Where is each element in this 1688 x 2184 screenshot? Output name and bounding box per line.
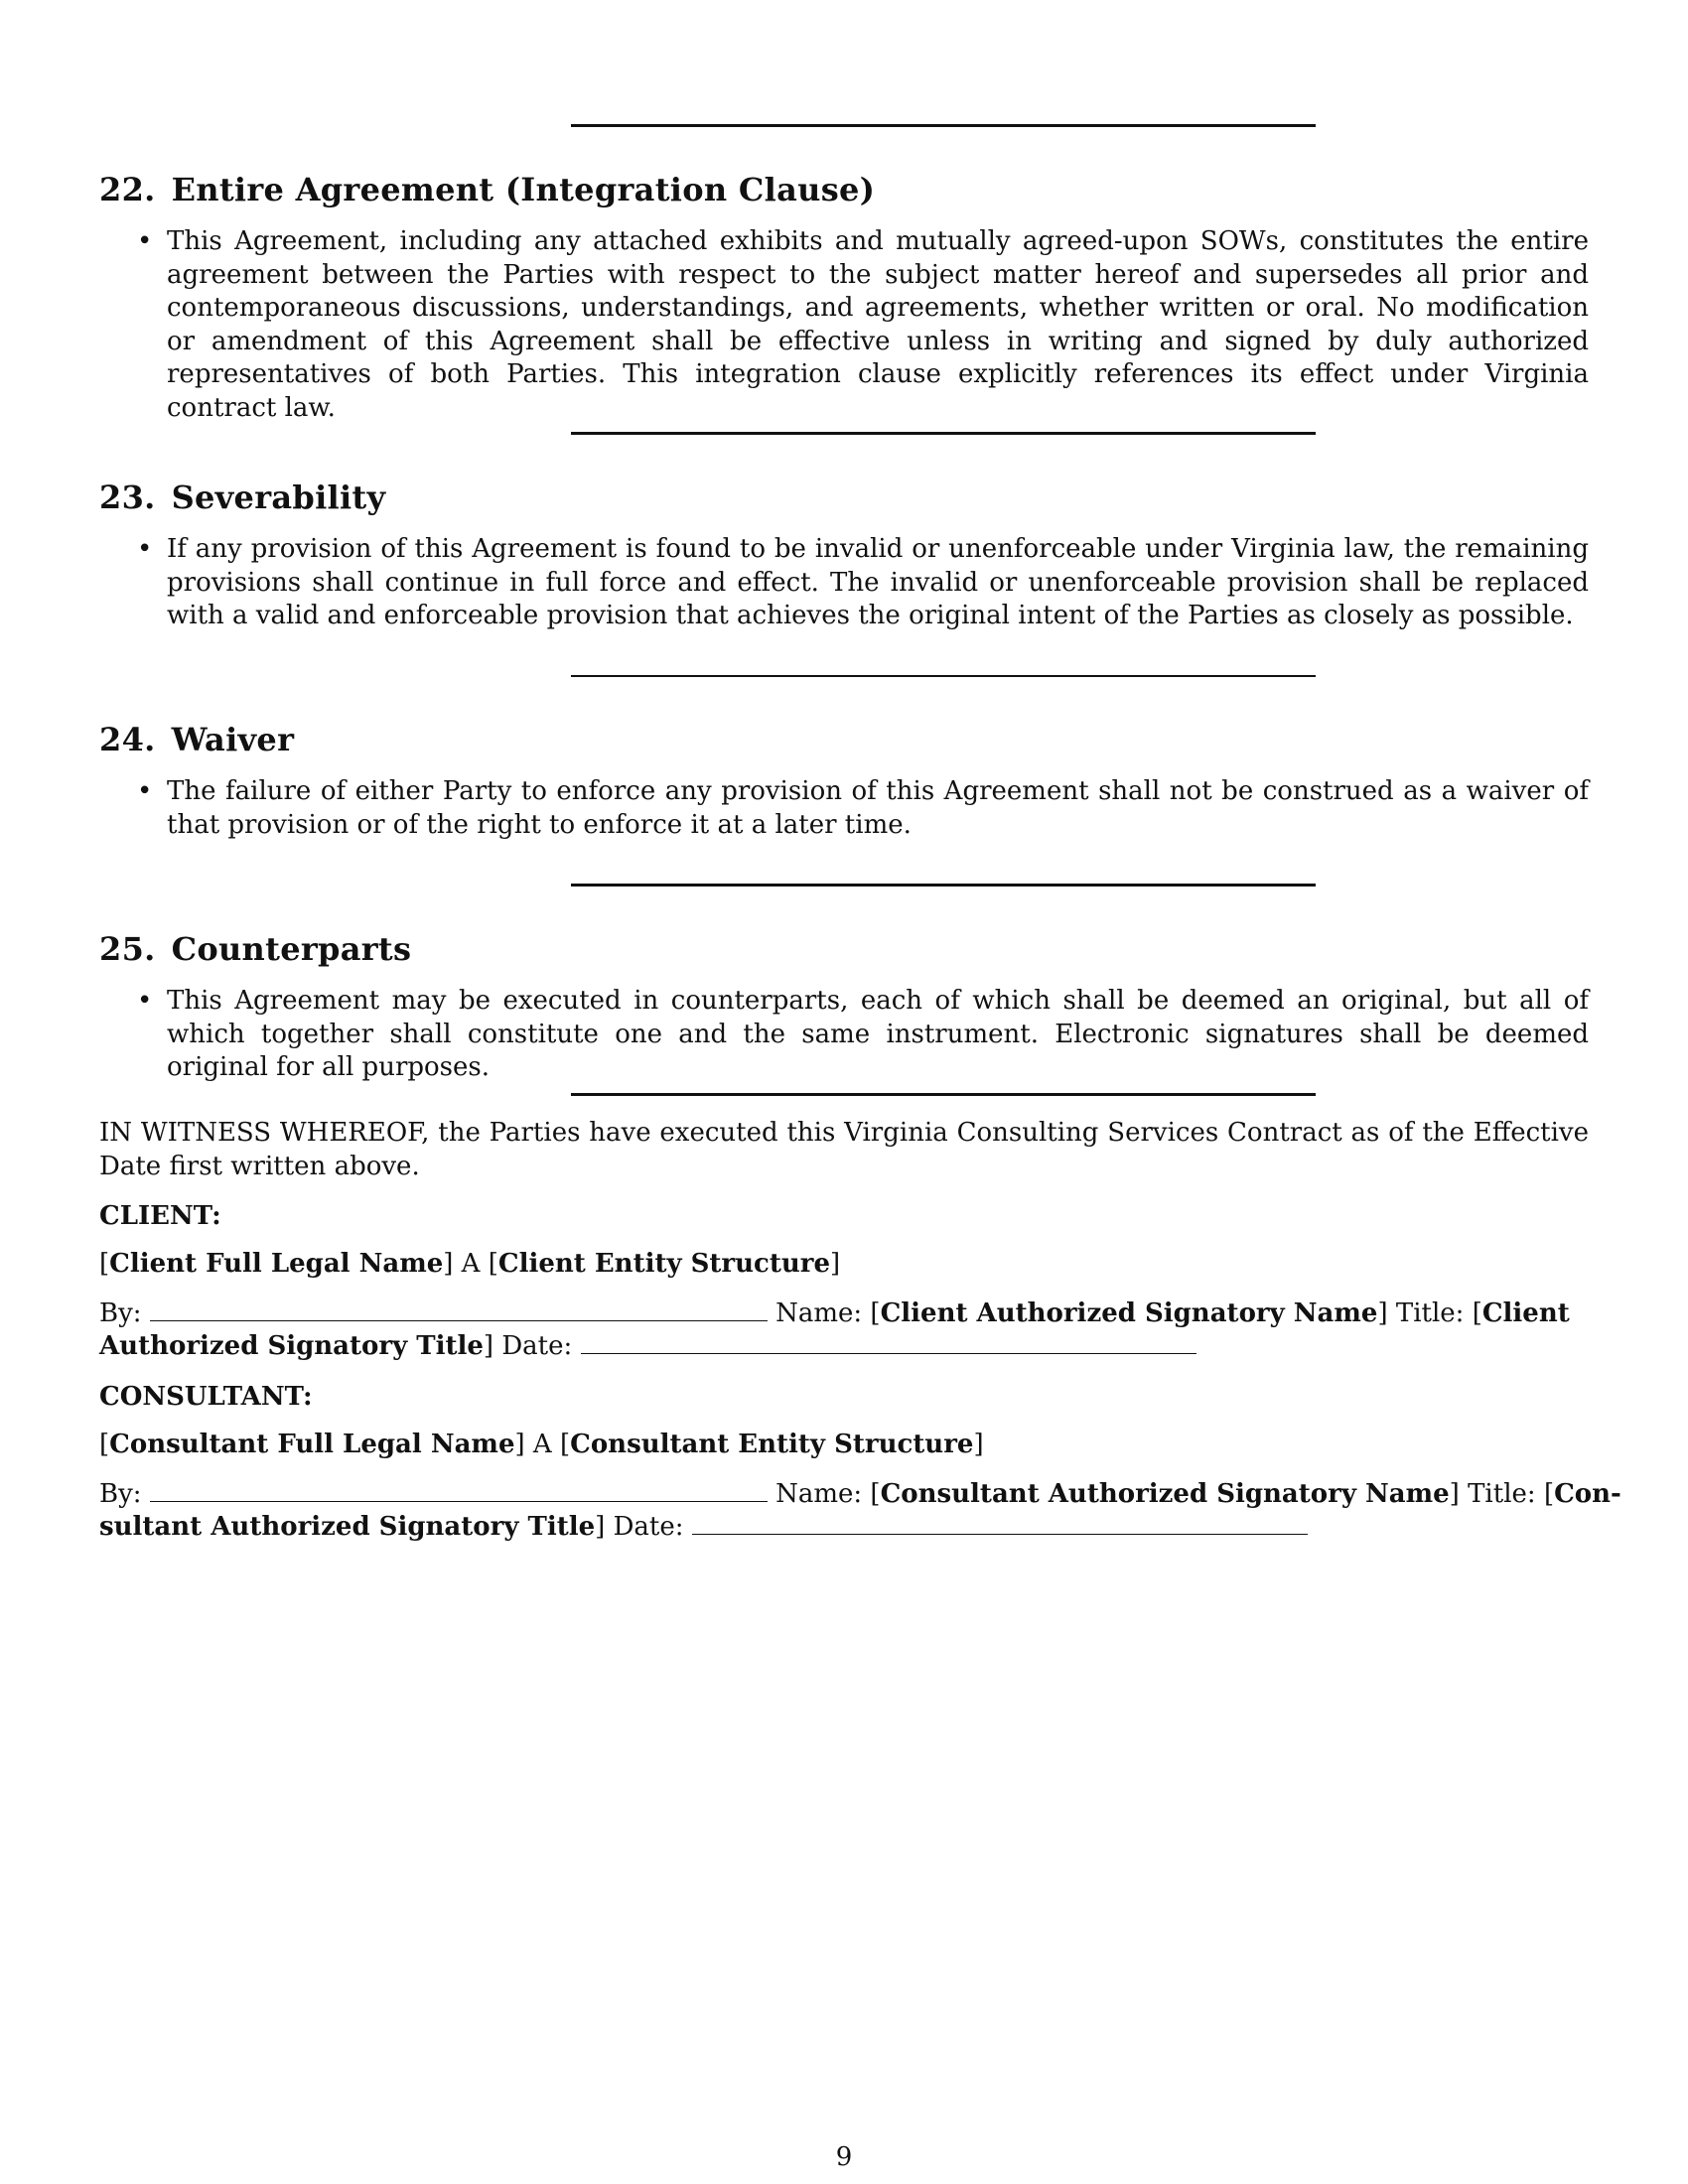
section-title-text: Counterparts [171,930,412,968]
section-title-text: Severability [171,478,386,516]
consultant-title-label: Title: [1468,1479,1536,1509]
witness-paragraph: IN WITNESS WHEREOF, the Parties have executed this Virginia Consulting Services Contract as of the Effective Date first written above. [99,1118,1589,1181]
consultant-entity-placeholder: Consultant Entity Structure [570,1430,974,1459]
bullet-marker: • [137,534,153,564]
client-name-label: Name: [775,1298,863,1328]
consultant-signatory-title-placeholder-1: Con- [1554,1479,1621,1509]
client-connector: A [453,1249,489,1279]
bullet-marker: • [137,986,153,1016]
consultant-date-label: Date: [613,1512,684,1542]
consultant-date-field[interactable] [692,1512,1308,1535]
consultant-name-label: Name: [775,1479,863,1509]
consultant-connector: A [524,1430,560,1459]
section-body-counterparts: This Agreement may be executed in counterparts, each of which shall be deemed an original, but all of which together shall constitute one and the same instrument. Electronic signatures shall be deemed original for all purposes. [167,986,1589,1082]
client-date-field[interactable] [581,1331,1196,1354]
page-number: 9 [835,2142,853,2172]
consultant-date-row: sultant Authorized Signatory Title] Date: [99,1512,1308,1542]
client-title-label: Title: [1395,1298,1465,1328]
consultant-signatory-title-placeholder-2: sultant Authorized Signatory Title [99,1512,596,1542]
bullet-marker: • [137,776,153,806]
section-number: 23. [99,478,156,516]
section-divider [571,124,1316,127]
section-number: 24. [99,721,156,758]
section-divider [571,675,1316,677]
section-body-entire-agreement: This Agreement, including any attached exhibits and mutually agreed-upon SOWs, constitutes the entire agreement between the Parties with respect to the subject matter hereof and supersedes all prior and contemporaneous discussions, understandings, and agreements, whether written or oral. No modification or amendment of this Agreement shall be effective unless in writing and signed by duly authorized representatives of both Parties. This integration clause explicitly references its effect under Virginia contract law. [167,226,1589,423]
client-by-label: By: [99,1298,142,1328]
section-heading-counterparts [99,930,411,968]
client-date-row: Authorized Signatory Title] Date: [99,1331,1196,1361]
bullet-marker: • [137,226,153,256]
section-heading-severability [99,478,385,516]
section-body-waiver: The failure of either Party to enforce any provision of this Agreement shall not be construed as a waiver of that provision or of the right to enforce it at a later time. [167,776,1589,840]
section-title-text: Entire Agreement (Integration Clause) [171,171,876,208]
section-number: 25. [99,930,156,968]
section-divider [571,432,1316,435]
consultant-signature-row: By: Name: [Consultant Authorized Signatory Name] Title: [Con- [99,1479,1621,1509]
client-signatory-title-placeholder-1: Client [1481,1298,1570,1328]
consultant-name-line: [Consultant Full Legal Name] A [Consultant Entity Structure] [99,1430,984,1459]
client-date-label: Date: [501,1331,573,1361]
client-name-line: [Client Full Legal Name] A [Client Entity Structure] [99,1249,841,1279]
consultant-legal-name-placeholder: Consultant Full Legal Name [109,1430,515,1459]
section-divider [571,884,1316,887]
client-entity-placeholder: Client Entity Structure [497,1249,830,1279]
consultant-by-label: By: [99,1479,142,1509]
consultant-heading: CONSULTANT: [99,1382,313,1412]
client-signature-row: By: Name: [Client Authorized Signatory Name] Title: [Client [99,1298,1570,1328]
client-legal-name-placeholder: Client Full Legal Name [109,1249,444,1279]
client-signature-field[interactable] [150,1298,768,1321]
section-body-severability: If any provision of this Agreement is found to be invalid or unenforceable under Virginia law, the remaining provisions shall continue in full force and effect. The invalid or unenforceable provision shall be replaced with a valid and enforceable provision that achieves the original intent of the Parties as closely as possible. [167,534,1589,630]
client-heading: CLIENT: [99,1201,221,1231]
consultant-signatory-name-placeholder: Consultant Authorized Signatory Name [880,1479,1450,1509]
section-divider [571,1093,1316,1096]
section-heading-entire-agreement [99,171,875,208]
section-title-text: Waiver [171,721,295,758]
consultant-signature-field[interactable] [150,1479,768,1502]
section-number: 22. [99,171,156,208]
document-page [99,0,1621,2184]
client-signatory-name-placeholder: Client Authorized Signatory Name [880,1298,1378,1328]
section-heading-waiver [99,721,294,758]
client-signatory-title-placeholder-2: Authorized Signatory Title [99,1331,484,1361]
